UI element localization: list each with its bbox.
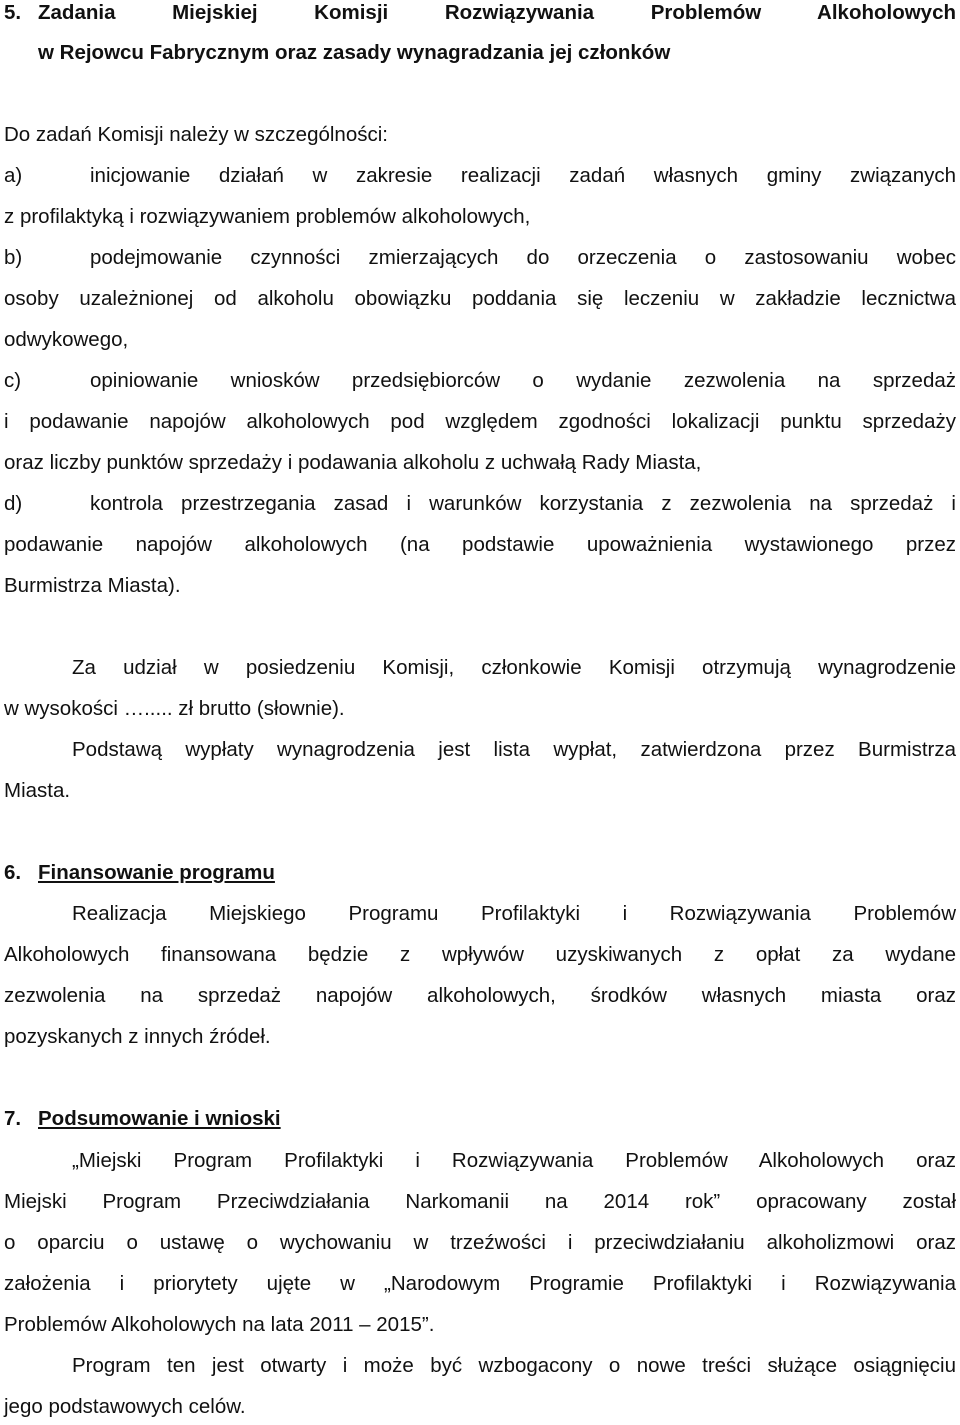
section-7-line-6: Program ten jest otwarty i może być wzbogacony o nowe treści służące osiągnięciu: [72, 1354, 956, 1377]
list-item-text: opiniowanie wniosków przedsiębiorców o wydanie zezwolenia na sprzedaż: [90, 369, 956, 392]
list-item-label: b): [4, 246, 23, 269]
list-item-c-continuation-2: oraz liczby punktów sprzedaży i podawania alkoholu z uchwałą Rady Miasta,: [4, 451, 702, 474]
section-5-number: 5.: [4, 1, 22, 24]
section-7-line-5: Problemów Alkoholowych na lata 2011 – 2015”.: [4, 1313, 435, 1336]
list-item-b-continuation-2: odwykowego,: [4, 328, 129, 351]
section-6-line-1: Realizacja Miejskiego Programu Profilaktyki i Rozwiązywania Problemów: [72, 902, 956, 925]
section-7-line-2: Miejski Program Przeciwdziałania Narkomanii na 2014 rok” opracowany został: [4, 1190, 956, 1213]
section-7-number: 7.: [4, 1107, 22, 1130]
section-6-heading: [4, 860, 604, 886]
payment-basis-line-1: Podstawą wypłaty wynagrodzenia jest lista wypłat, zatwierdzona przez Burmistrza: [72, 738, 956, 761]
list-item-b-continuation: osoby uzależnionej od alkoholu obowiązku poddania się leczeniu w zakładzie lecznictwa: [4, 287, 956, 310]
section-6-line-4: pozyskanych z innych źródeł.: [4, 1025, 271, 1048]
section-6-title: Finansowanie programu: [38, 861, 275, 884]
section-5-heading: [4, 0, 956, 26]
section-7-line-3: o oparciu o ustawę o wychowaniu w trzeźwości i przeciwdziałaniu alkoholizmowi oraz: [4, 1231, 956, 1254]
payment-paragraph-line-1: Za udział w posiedzeniu Komisji, członkowie Komisji otrzymują wynagrodzenie: [72, 656, 956, 679]
payment-basis-line-2: Miasta.: [4, 779, 71, 802]
section-5-intro: Do zadań Komisji należy w szczególności:: [4, 123, 388, 146]
list-item-text: podejmowanie czynności zmierzających do orzeczenia o zastosowaniu wobec: [90, 246, 956, 269]
section-7-line-1: „Miejski Program Profilaktyki i Rozwiązywania Problemów Alkoholowych oraz: [72, 1149, 956, 1172]
list-item-a-continuation: z profilaktyką i rozwiązywaniem problemów alkoholowych,: [4, 205, 531, 228]
section-5-title-line-2: w Rejowcu Fabrycznym oraz zasady wynagradzania jej członków: [38, 41, 671, 64]
list-item-label: a): [4, 164, 23, 187]
section-7-line-7: jego podstawowych celów.: [4, 1395, 246, 1418]
section-5-title-line-1: Zadania Miejskiej Komisji Rozwiązywania Problemów Alkoholowych: [38, 1, 956, 24]
list-item-c: [4, 368, 956, 394]
list-item-b: [4, 245, 956, 271]
list-item-a: [4, 163, 956, 189]
section-6-line-2: Alkoholowych finansowana będzie z wpływów uzyskiwanych z opłat za wydane: [4, 943, 956, 966]
list-item-text: kontrola przestrzegania zasad i warunków korzystania z zezwolenia na sprzedaż i: [90, 492, 956, 515]
section-7-line-4: założenia i priorytety ujęte w „Narodowym Programie Profilaktyki i Rozwiązywania: [4, 1272, 956, 1295]
list-item-d-continuation: podawanie napojów alkoholowych (na podstawie upoważnienia wystawionego przez: [4, 533, 956, 556]
list-item-d-continuation-2: Burmistrza Miasta).: [4, 574, 181, 597]
list-item-text: inicjowanie działań w zakresie realizacji zadań własnych gminy związanych: [90, 164, 956, 187]
section-6-number: 6.: [4, 861, 22, 884]
list-item-c-continuation: i podawanie napojów alkoholowych pod względem zgodności lokalizacji punktu sprzedaży: [4, 410, 956, 433]
payment-paragraph-line-2: w wysokości …..... zł brutto (słownie).: [4, 697, 345, 720]
section-6-line-3: zezwolenia na sprzedaż napojów alkoholowych, środków własnych miasta oraz: [4, 984, 956, 1007]
list-item-label: d): [4, 492, 23, 515]
list-item-label: c): [4, 369, 22, 392]
section-7-title: Podsumowanie i wnioski: [38, 1107, 281, 1130]
list-item-d: [4, 491, 956, 517]
section-7-heading: [4, 1106, 604, 1132]
